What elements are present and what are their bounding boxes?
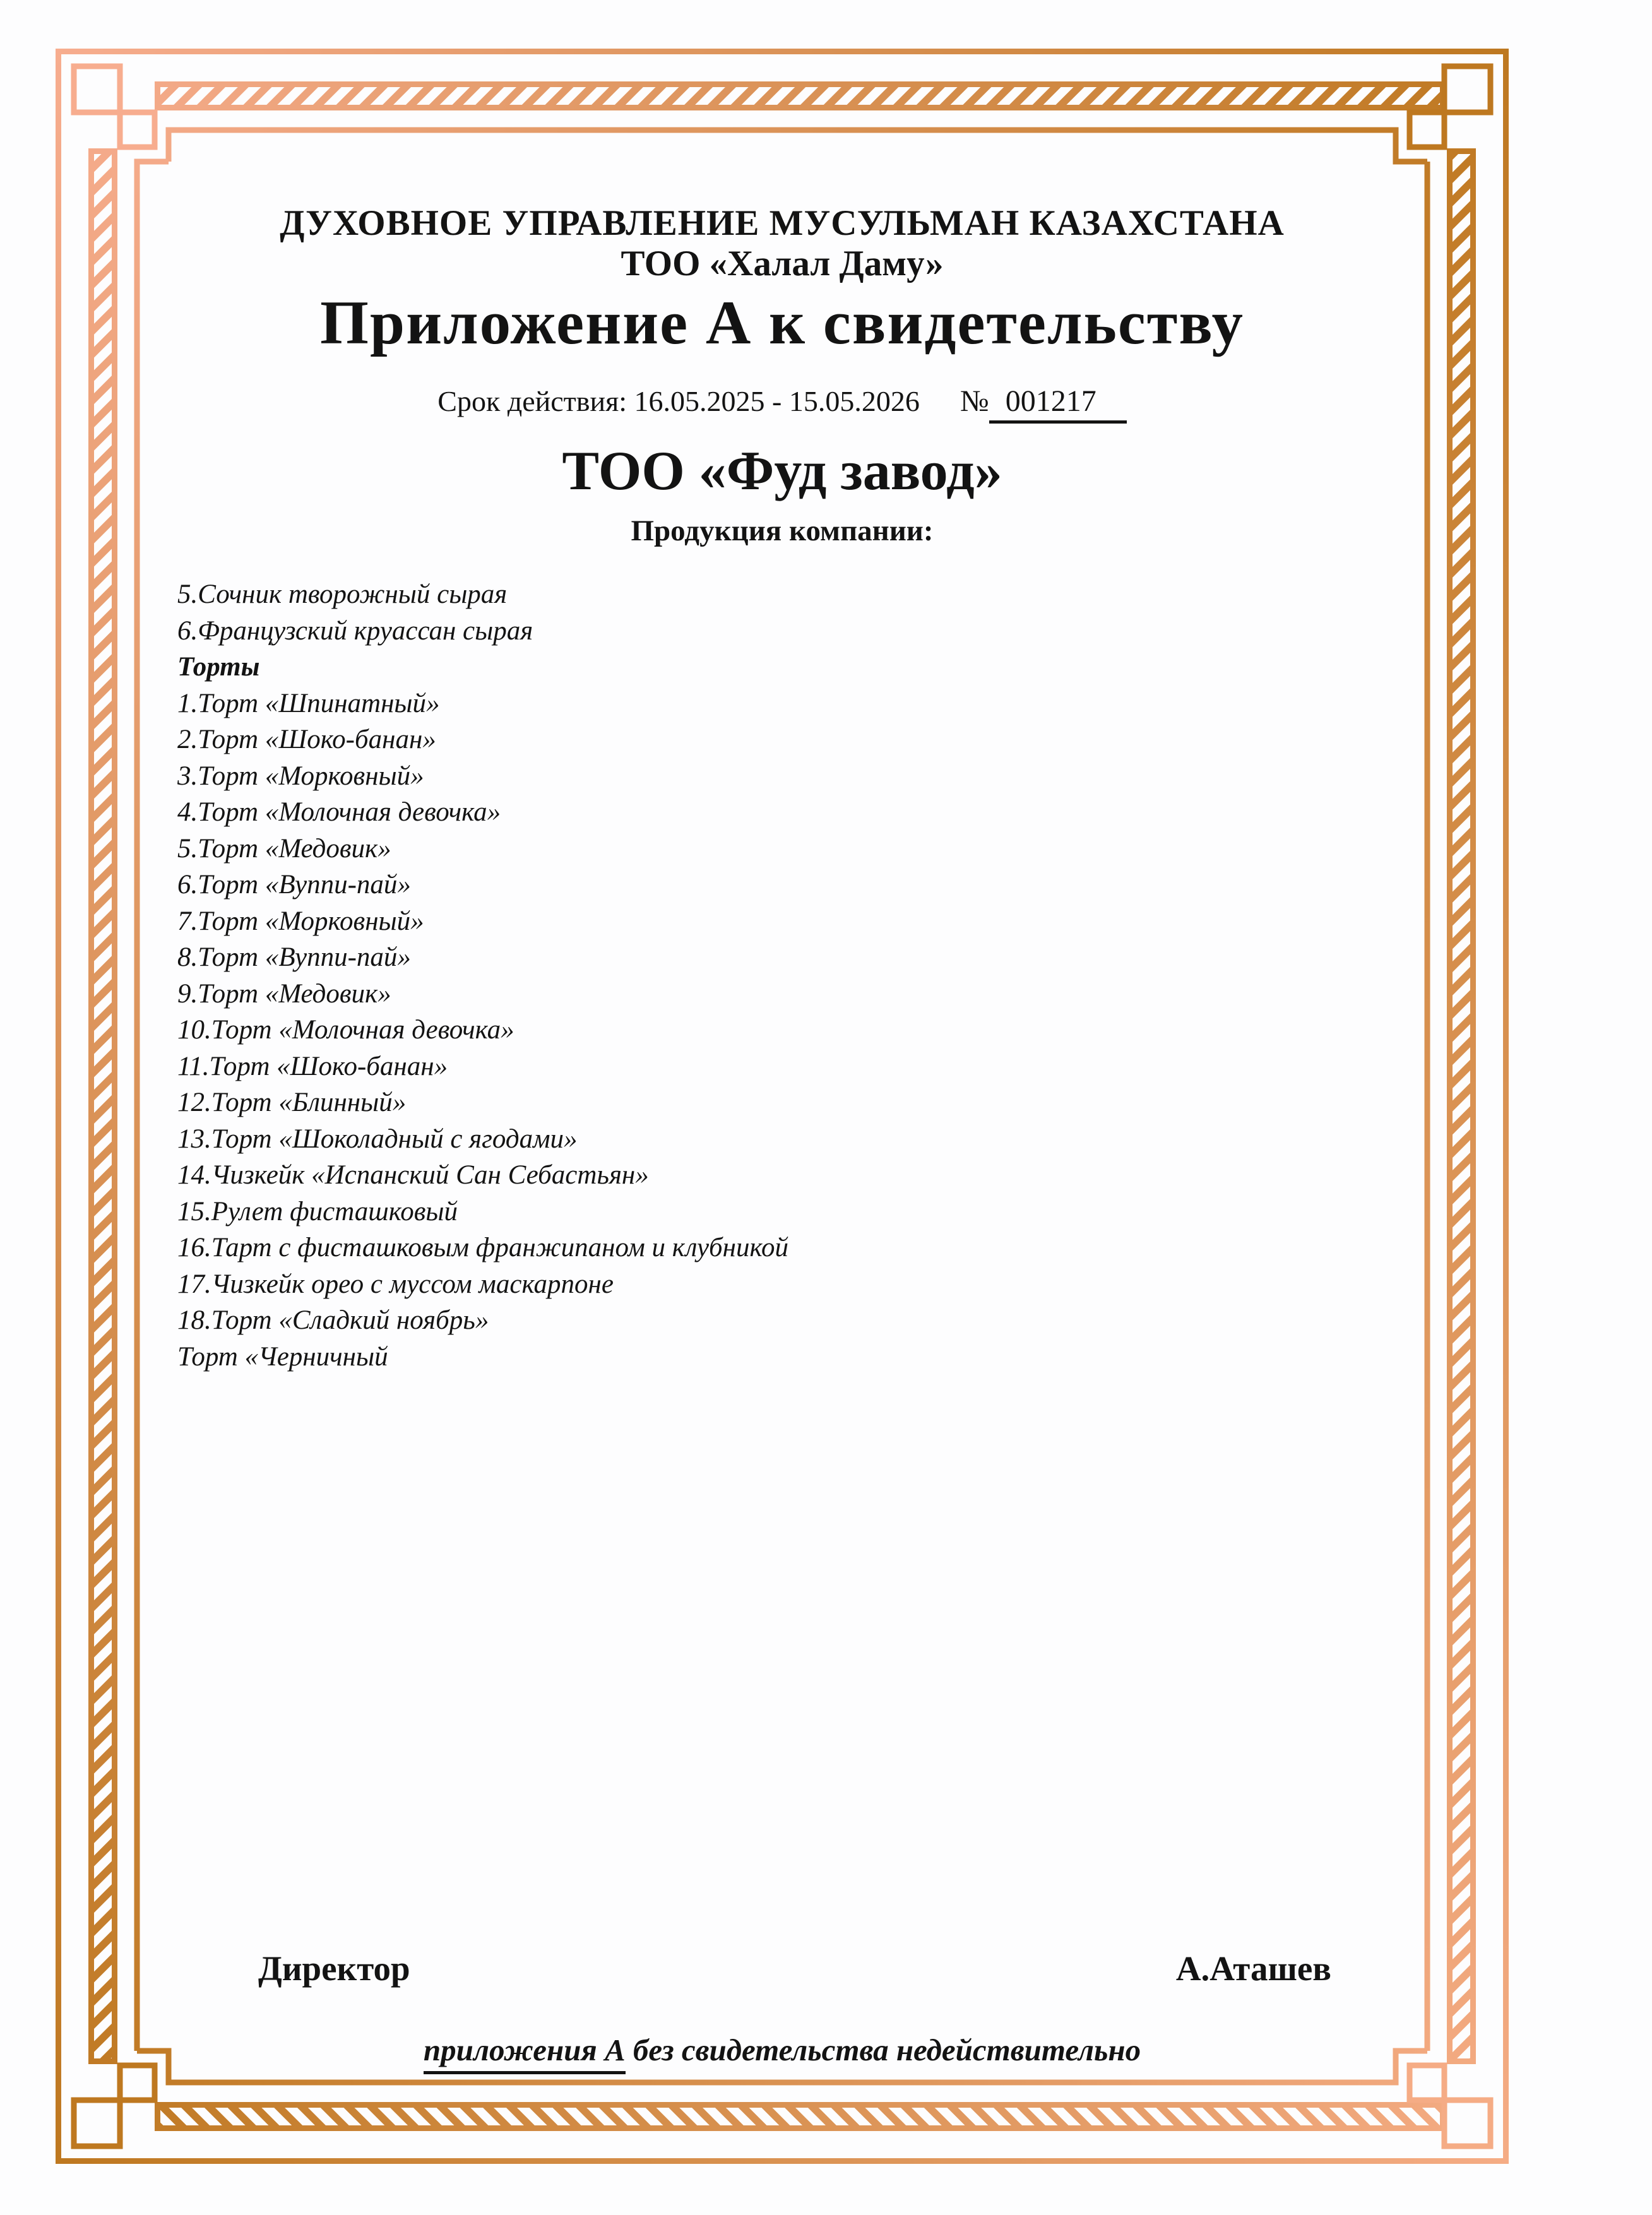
product-item: 8.Торт «Вуппи-пай» xyxy=(177,942,411,972)
frame-hatch-band-right xyxy=(1447,148,1476,2064)
product-item: 9.Торт «Медовик» xyxy=(177,978,391,1009)
certificate-number-block xyxy=(960,385,1127,417)
product-item: 1.Торт «Шпинатный» xyxy=(177,688,440,718)
certificate-number: 001217 xyxy=(989,385,1127,424)
certificate-content xyxy=(137,130,1427,1375)
product-item: Торт «Черничный xyxy=(177,1341,388,1372)
validity-line xyxy=(137,383,1427,424)
validity-text: Срок действия: 16.05.2025 - 15.05.2026 xyxy=(437,385,920,417)
organization-name: ДУХОВНОЕ УПРАВЛЕНИЕ МУСУЛЬМАН КАЗАХСТАНА xyxy=(280,203,1285,243)
product-item: 5.Сочник творожный сырая xyxy=(177,579,508,609)
frame-hatch-band-left xyxy=(88,148,117,2064)
product-item: 11.Торт «Шоко-банан» xyxy=(177,1051,448,1081)
product-item: 17.Чизкейк орео с муссом маскарпоне xyxy=(177,1269,614,1299)
products-list xyxy=(137,576,1427,1375)
product-item: 10.Торт «Молочная девочка» xyxy=(177,1015,514,1045)
product-item: 15.Рулет фисташковый xyxy=(177,1196,458,1226)
director-label: Директор xyxy=(258,1949,410,1988)
footer-rest: без свидетельства недействительно xyxy=(625,2033,1141,2067)
product-item: 14.Чизкейк «Испанский Сан Себастьян» xyxy=(177,1160,649,1190)
product-item: 12.Торт «Блинный» xyxy=(177,1088,407,1117)
issuer-name: ТОО «Халал Даму» xyxy=(621,244,944,283)
product-item: 5.Торт «Медовик» xyxy=(177,833,391,864)
frame-hatch-band-bottom xyxy=(155,2102,1446,2131)
product-item: 2.Торт «Шоко-банан» xyxy=(177,725,436,754)
frame-hatch-band-top xyxy=(155,81,1446,110)
footer-note xyxy=(137,2031,1427,2074)
company-name: ТОО «Фуд завод» xyxy=(562,441,1002,502)
products-heading: Продукция компании: xyxy=(631,514,934,547)
product-item: 7.Торт «Морковный» xyxy=(177,906,424,936)
product-item: 16.Тарт с фисташковым франжипаном и клубникой xyxy=(177,1233,788,1262)
document-title: Приложение А к свидетельству xyxy=(320,288,1244,357)
signature-row xyxy=(137,1949,1427,1988)
product-item: 6.Торт «Вуппи-пай» xyxy=(177,870,411,900)
product-item: Торты xyxy=(177,652,260,682)
product-item: 3.Торт «Морковный» xyxy=(177,761,424,791)
footer-underlined: приложения А xyxy=(424,2031,626,2074)
product-item: 13.Торт «Шоколадный с ягодами» xyxy=(177,1124,578,1154)
number-sign: № xyxy=(960,384,989,418)
product-item: 4.Торт «Молочная девочка» xyxy=(177,797,501,827)
director-name: А.Аташев xyxy=(1175,1949,1331,1988)
product-item: 18.Торт «Сладкий ноябрь» xyxy=(177,1305,489,1335)
product-item: 6.Французский круассан сырая xyxy=(177,615,533,646)
